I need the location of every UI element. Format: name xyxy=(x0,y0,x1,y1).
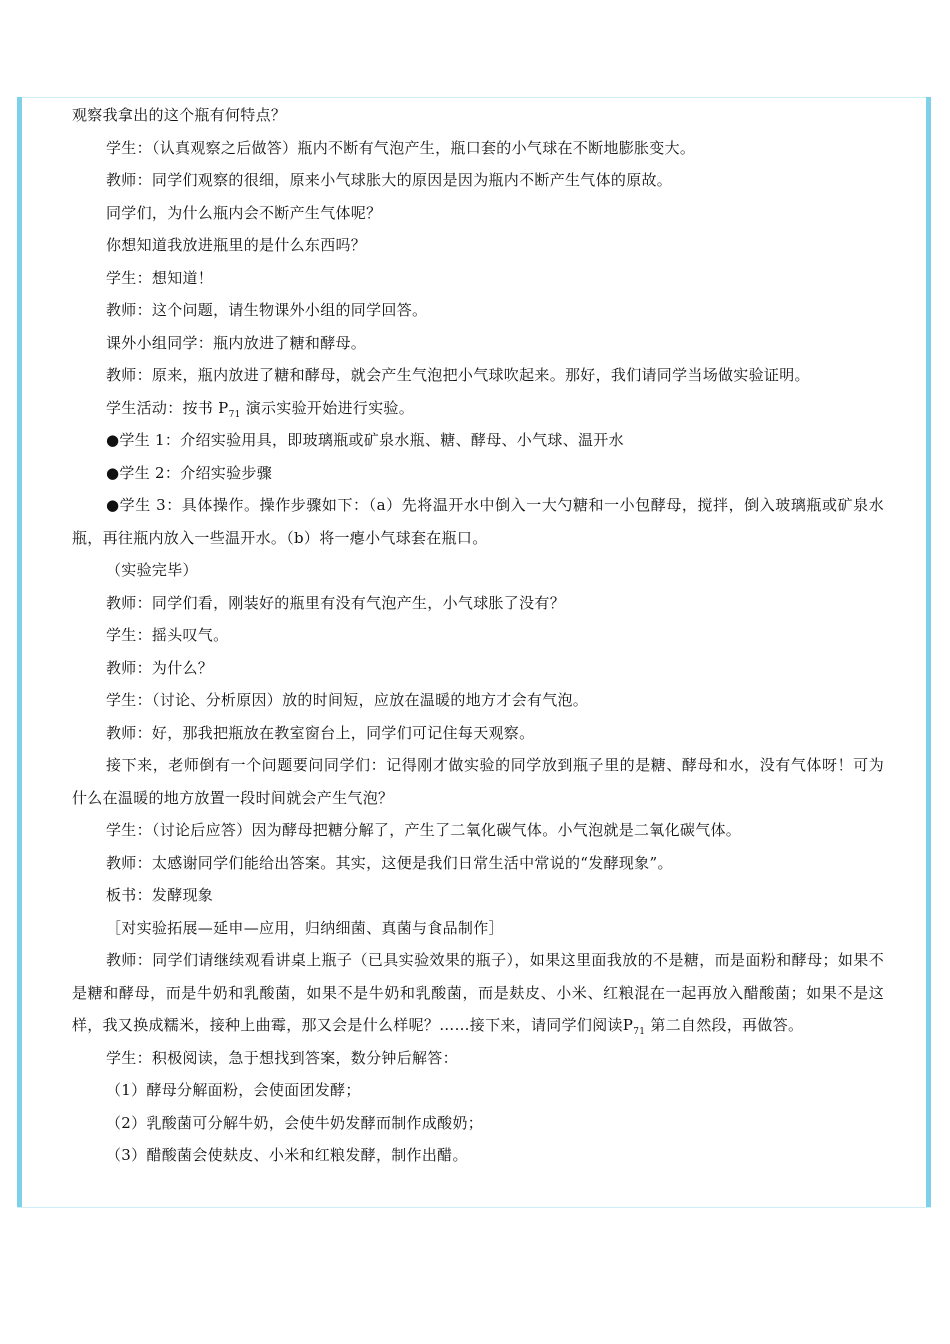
paragraph: 同学们，为什么瓶内会不断产生气体呢？ xyxy=(106,203,382,222)
text-run: 教师：同学们请继续观看讲桌上瓶子（已具实验效果的瓶子），如果这里面我放的不是糖，而是面粉和酵母；如果不是糖和酵母，而是牛奶和乳酸菌，如果不是牛奶和乳酸菌，而是麸皮、小米、红粮混在一起再放入醋酸菌；如果不是这样，我又换成糯米，接种上曲霉，那又会是什么样呢？……接下来，请同学们阅读P xyxy=(72,951,884,1034)
paragraph: 学生：（认真观察之后做答）瓶内不断有气泡产生，瓶口套的小气球在不断地膨胀变大。 xyxy=(106,138,696,157)
paragraph: 学生：积极阅读，急于想找到答案，数分钟后解答： xyxy=(106,1048,458,1067)
text-run: 第二自然段，再做答。 xyxy=(645,1016,804,1034)
paragraph: 学生：摇头叹气。 xyxy=(106,626,229,644)
frame-left-border xyxy=(17,97,22,1208)
text-run: 学生活动：按书 P xyxy=(106,398,229,417)
paragraph: ［对实验拓展—延申—应用，归纳细菌、真菌与食品制作］ xyxy=(106,918,504,937)
paragraph: 教师：这个问题，请生物课外小组的同学回答。 xyxy=(106,301,428,319)
paragraph: 教师：同学们观察的很细，原来小气球胀大的原因是因为瓶内不断产生气体的原故。 xyxy=(106,171,673,189)
paragraph: 学生：想知道！ xyxy=(106,268,214,287)
paragraph: 你想知道我放进瓶里的是什么东西吗？ xyxy=(106,236,367,254)
paragraph: 学生：（讨论、分析原因）放的时间短，应放在温暖的地方才会有气泡。 xyxy=(106,691,589,709)
paragraph: 学生：（讨论后应答）因为酵母把糖分解了，产生了二氧化碳气体。小气泡就是二氧化碳气体。 xyxy=(106,821,742,839)
paragraph: 教师：原来，瓶内放进了糖和酵母，就会产生气泡把小气球吹起来。那好，我们请同学当场做实验证明。 xyxy=(106,366,810,384)
paragraph: 教师：好，那我把瓶放在教室窗台上，同学们可记住每天观察。 xyxy=(106,723,535,742)
paragraph: 观察我拿出的这个瓶有何特点？ xyxy=(72,106,287,124)
frame-right-border xyxy=(926,97,931,1208)
paragraph xyxy=(72,392,884,425)
paragraph xyxy=(72,944,884,1042)
paragraph: 课外小组同学：瓶内放进了糖和酵母。 xyxy=(106,333,367,352)
paragraph: （1）酵母分解面粉，会使面团发酵； xyxy=(106,1081,361,1099)
paragraph: 接下来，老师倒有一个问题要问同学们：记得刚才做实验的同学放到瓶子里的是糖、酵母和水，没有气体呀！可为什么在温暖的地方放置一段时间就会产生气泡？ xyxy=(72,756,884,807)
frame-top-border xyxy=(17,97,931,98)
paragraph: 教师：太感谢同学们能给出答案。其实，这便是我们日常生活中常说的“发酵现象”。 xyxy=(106,853,673,872)
paragraph: （2）乳酸菌可分解牛奶，会使牛奶发酵而制作成酸奶； xyxy=(106,1113,484,1132)
paragraph: ●学生 3：具体操作。操作步骤如下：（a）先将温开水中倒入一大勺糖和一小包酵母，搅拌，倒入玻璃瓶或矿泉水瓶，再往瓶内放入一些温开水。（b）将一瘪小气球套在瓶口。 xyxy=(72,496,884,547)
paragraph: ●学生 2：介绍实验步骤 xyxy=(106,463,273,482)
text-run: 演示实验开始进行实验。 xyxy=(240,398,414,417)
paragraph: 板书：发酵现象 xyxy=(106,886,214,904)
paragraph: （实验完毕） xyxy=(106,561,198,579)
paragraph: ●学生 1：介绍实验用具，即玻璃瓶或矿泉水瓶、糖、酵母、小气球、温开水 xyxy=(106,431,624,449)
document-body xyxy=(72,99,884,1172)
paragraph: 教师：为什么？ xyxy=(106,658,214,677)
frame-bottom-border xyxy=(17,1207,931,1208)
page-subscript: 71 xyxy=(633,1027,646,1037)
page-subscript: 71 xyxy=(228,409,241,420)
paragraph: （3）醋酸菌会使麸皮、小米和红粮发酵，制作出醋。 xyxy=(106,1146,468,1164)
paragraph: 教师：同学们看，刚装好的瓶里有没有气泡产生，小气球胀了没有？ xyxy=(106,593,566,612)
